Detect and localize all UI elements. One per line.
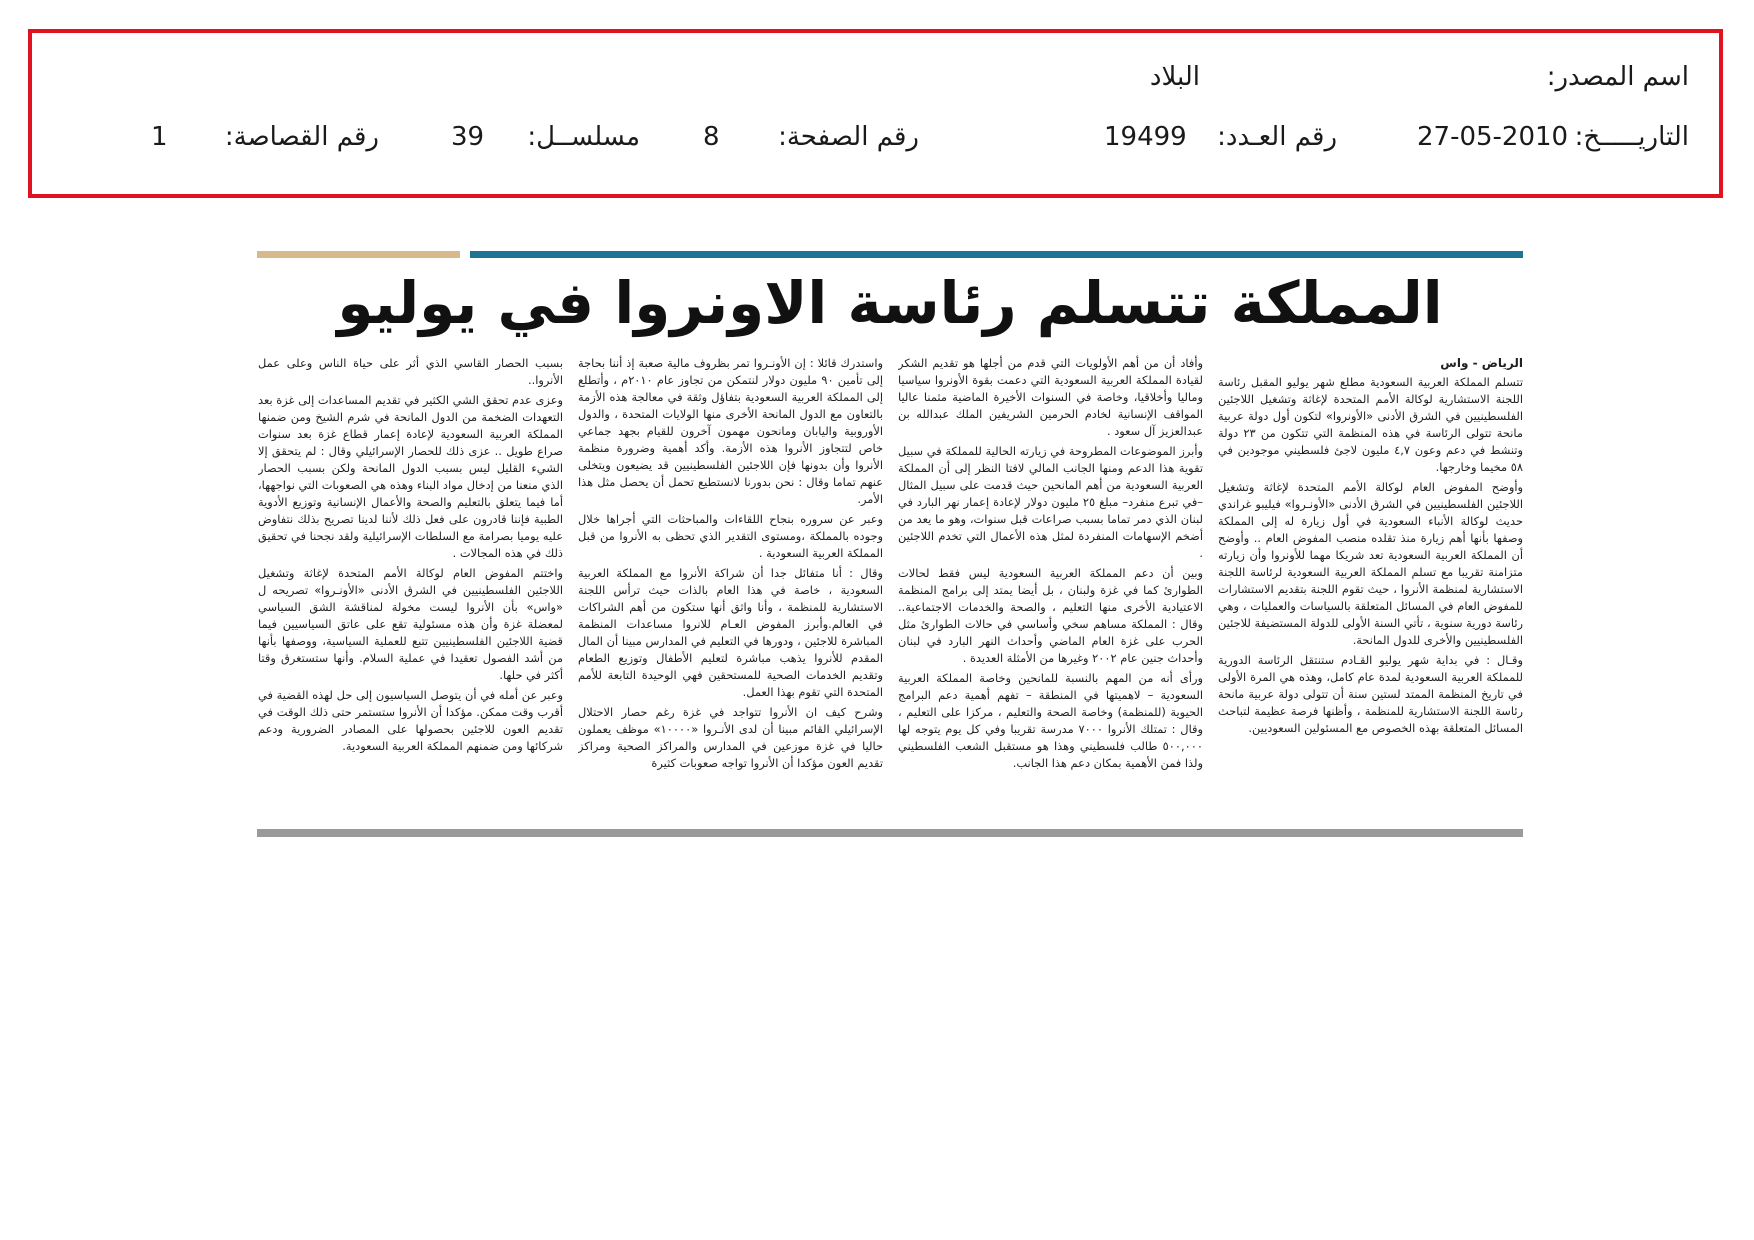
issue-value: 19499 — [1104, 122, 1187, 152]
clipping-metadata-box — [28, 29, 1723, 198]
paragraph: تتسلم المملكة العربية السعودية مطلع شهر يوليو المقبل رئاسة اللجنة الاستشارية لوكالة الأمم المتحدة لإغاثة وتشغيل اللاجئين الفلسطينيين في الشرق الأدنى «الأونروا» لتكون أول دولة عربية مانحة تتولى الرئاسة في هذه المنظمة التي تتكون من ٢٣ دولة وتنشط في دعم وعون ٤,٧ مليون لاجئ فلسطيني موجودين في ٥٨ مخيما وخارجها. — [1218, 375, 1523, 474]
serial-value: 39 — [451, 122, 485, 152]
article-body — [257, 355, 1523, 815]
article-column-3 — [578, 355, 883, 815]
paragraph: وعزى عدم تحقق الشي الكثير في تقديم المساعدات إلى غزة بعد التعهدات الضخمة من الدول المانحة في شرم الشيخ ومن ضمنها المملكة العربية السعودية لإعادة إعمار قطاع غزة بعد سنوات صراع طويل .. عزى ذلك للحصار الإسرائيلي وقال : لم يتحقق إلا الشيء القليل ليس بسبب الدول المانحة ولكن بسبب الحصار الذي منعنا من إدخال مواد البناء وهذه هي الصعوبات التي نواجهها، أما فيما يتعلق بالتعليم والصحة والأعمال الإنسانية وتوزيع الأدوية الطبية فإننا قادرون على فعل ذلك لأننا لدينا تصريح بذلك نتفاوض عليه يوميا بصرامة مع السلطات الإسرائيلية ولقد نجحنا في تحقيق ذلك في هذه المجالات . — [258, 393, 563, 560]
paragraph: بسبب الحصار القاسي الذي أثر على حياة الناس وعلى عمل الأنروا.. — [258, 356, 563, 387]
article-column-1 — [1218, 355, 1523, 815]
paragraph: وقال : أنا متفائل جدا أن شراكة الأنروا مع المملكة العربية السعودية ، خاصة في هذا العام بالذات حيث ترأس اللجنة الاستشارية للمنظمة ، وأنا واثق أنها ستكون من أهم الشراكات في العالم.وأبرز المفوض العـام للانروا مساعدات المنظمة المباشرة للاجئين ، ودورها في التعليم في المدارس مبينا أن المال المقدم للأنروا يذهب مباشرة لتعليم الأطفال وتوزيع الطعام وتقديم الخدمات الصحية للمستحقين فهي الوحيدة التابعة للأمم المتحدة التي تقوم بهذا العمل. — [578, 566, 883, 699]
page-value: 8 — [703, 122, 720, 152]
paragraph: وأفاد أن من أهم الأولويات التي قدم من أجلها هو تقديم الشكر لقيادة المملكة العربية السعودية التي دعمت بقوة الأونروا سياسيا وماليا وأخلاقيا، وخاصة في السنوات الأخيرة الماضية مثمنا عاليا المواقف الإنسانية لخادم الحرمين الشريفين الملك عبدالله بن عبدالعزيز آل سعود . — [898, 356, 1203, 438]
paragraph: وبين أن دعم المملكة العربية السعودية ليس فقط لحالات الطوارئ كما في غزة ولبنان ، بل أيضا يمتد إلى برامج المنظمة الاعتيادية الأخرى منها التعليم ، والصحة والخدمات الاجتماعية.. وقال : المملكة مساهم سخي وأساسي في حالات الطوارئ مثل الحرب على غزة العام الماضي وأحداث النهر البارد في لبنان وأحداث جنين عام ٢٠٠٢ وغيرها من الأمثلة العديدة . — [898, 566, 1203, 665]
article-dateline: الرياض - واس — [1440, 356, 1523, 370]
headline-accent-bar-teal — [470, 251, 1523, 258]
article-bottom-rule — [257, 829, 1523, 837]
article-column-4 — [258, 355, 563, 815]
issue-label: رقم العـدد: — [1217, 122, 1337, 152]
paragraph: وشرح كيف ان الأنروا تتواجد في غزة رغم حصار الاحتلال الإسرائيلي القائم مبينا أن لدى الأنـروا «١٠٠٠٠» موظف يعملون حاليا في غزة موزعين في المدارس والمراكز الصحية ومراكز تقديم العون مؤكدا أن الأنروا تواجه صعوبات كثيرة — [578, 705, 883, 770]
paragraph: وقـال : في بداية شهر يوليو القـادم ستنتقل الرئاسة الدورية للمملكة العربية السعودية لمدة عام كامل، وهذه هي المرة الأولى في تاريخ المنظمة الممتد لستين سنة أن تتولى دولة عربية مانحة رئاسة اللجنة الاستشارية للمنظمة ، وأظنها فرصة عظيمة لتباحث المسائل المتعلقة بهذه الخصوص مع المسئولين السعوديين. — [1218, 653, 1523, 735]
paragraph: وأوضح المفوض العام لوكالة الأمم المتحدة لإغاثة وتشغيل اللاجئين الفلسطينيين في الشرق الأدنى «الأونـروا» فيليبو غراندي حديث لوكالة الأنباء السعودية في أول زيارة له إلى المملكة وصفها بأنها أهم زيارة منذ تقلده منصب المفوض العام .. وأوضح أن المملكة العربية السعودية تعد شريكا مهما للأونروا وأن زيارته متزامنة تقريبا مع تسلم المملكة العربية السعودية لرئاسة اللجنة الاستشارية لمنظمة الأنروا ، حيث تقوم اللجنة بتقديم الاستشارات للمفوض العام في المسائل المتعلقة بالسياسات والعمليات ، وهي رئاسة دورية سنوية ، تأتي السنة الأولى للدولة المستضيفة للاجئين الفلسطينيين والأخرى للدول المانحة. — [1218, 480, 1523, 647]
paragraph: واستدرك قائلا : إن الأونـروا تمر بظروف مالية صعبة إذ أننا بحاجة إلى تأمين ٩٠ مليون دولار لنتمكن من تجاوز عام ٢٠١٠م ، وأتطلع إلى المملكة العربية السعودية بتفاؤل وثقة في معالجة هذه الأزمة بالتعاون مع الدول المانحة الأخرى منها الولايات المتحدة ، والدول الأوروبية واليابان ومانحون مهمون آخرون للقيام بجهد جماعي خاص لتتجاوز الأنروا هذه الأزمة. وأكد أهمية وضرورة منظمة الأنروا وأن بدونها فإن اللاجئين الفلسطينيين قد يضيعون ويتخلى عنهم تماما وقال : نحن بدورنا لانستطيع تحمل أن يحصل مثل هذا الأمر. — [578, 356, 883, 506]
paragraph: وأبرز الموضوعات المطروحة في زيارته الحالية للمملكة في سبيل تقوية هذا الدعم ومنها الجانب المالي لافتا النظر إلى أن المملكة العربية السعودية من أهم المانحين حيث قدمت على سبيل المثال –في تبرع منفرد– مبلغ ٢٥ مليون دولار لإعادة إعمار نهر البارد في لبنان الذي دمر تماما بسبب صراعات قبل سنوات، وهو ما يعد من أضخم الإسهامات المنفردة لمثل هذه الأعمال التي تخدم اللاجئين . — [898, 444, 1203, 560]
page-label: رقم الصفحة: — [778, 122, 919, 152]
paragraph: وعبر عن أمله في أن يتوصل السياسيون إلى حل لهذه القضية في أقرب وقت ممكن. مؤكدا أن الأنروا ستستمر حتى ذلك الوقت في تقديم العون للاجئين بحصولها على المصادر الضرورية ودعم شركائها ومن ضمنهم المملكة العربية السعودية. — [258, 688, 563, 753]
paragraph: وعبر عن سروره بنجاح اللقاءات والمباحثات التي أجراها خلال وجوده بالمملكة ،ومستوى التقدير الذي تحظى به الأنروا من قبل المملكة العربية السعودية . — [578, 512, 883, 560]
headline-accent-bar-gold — [257, 251, 460, 258]
clip-number-value: 1 — [151, 122, 168, 152]
clip-number-label: رقم القصاصة: — [224, 122, 379, 152]
date-value: 27-05-2010 — [1417, 122, 1569, 152]
article-column-2 — [898, 355, 1203, 815]
source-value: البلاد — [1149, 62, 1200, 92]
serial-label: مسلســل: — [527, 122, 640, 152]
date-label: التاريـــــخ: — [1574, 122, 1689, 152]
source-label: اسم المصدر: — [1546, 62, 1689, 92]
paragraph: ورأى أنه من المهم بالنسبة للمانحين وخاصة المملكة العربية السعودية – لاهميتها في المنطقة – تفهم أهمية دعم البرامج الحيوية (للمنظمة) وخاصة الصحة والتعليم ، مركزا على التعليم ، وقال : تمتلك الأنروا ٧٠٠٠ مدرسة تقريبا وفي كل يوم يتوجه لها ٥٠٠,٠٠٠ طالب فلسطيني وهذا هو مستقبل الشعب الفلسطيني ولذا فمن الأهمية بمكان دعم هذا الجانب. — [898, 671, 1203, 770]
paragraph: واختتم المفوض العام لوكالة الأمم المتحدة لإغاثة وتشغيل اللاجئين الفلسطينيين في الشرق الأدنى «الأونـروا» تصريحه ل «واس» بأن الأنروا ليست مخولة لمناقشة الشق السياسي لمعضلة غزة وأن هذه مسئولية تقع على عاتق السياسيين فيما قضية اللاجئين الفلسطينيين تتبع للعملية السياسية، ووصفها بأنها من أشد الفصول تعقيدا في عملية السلام. وأنها ستستغرق وقتا أكثر في حلها. — [258, 566, 563, 682]
article-headline: المملكة تتسلم رئاسة الاونروا في يوليو — [337, 269, 1443, 337]
